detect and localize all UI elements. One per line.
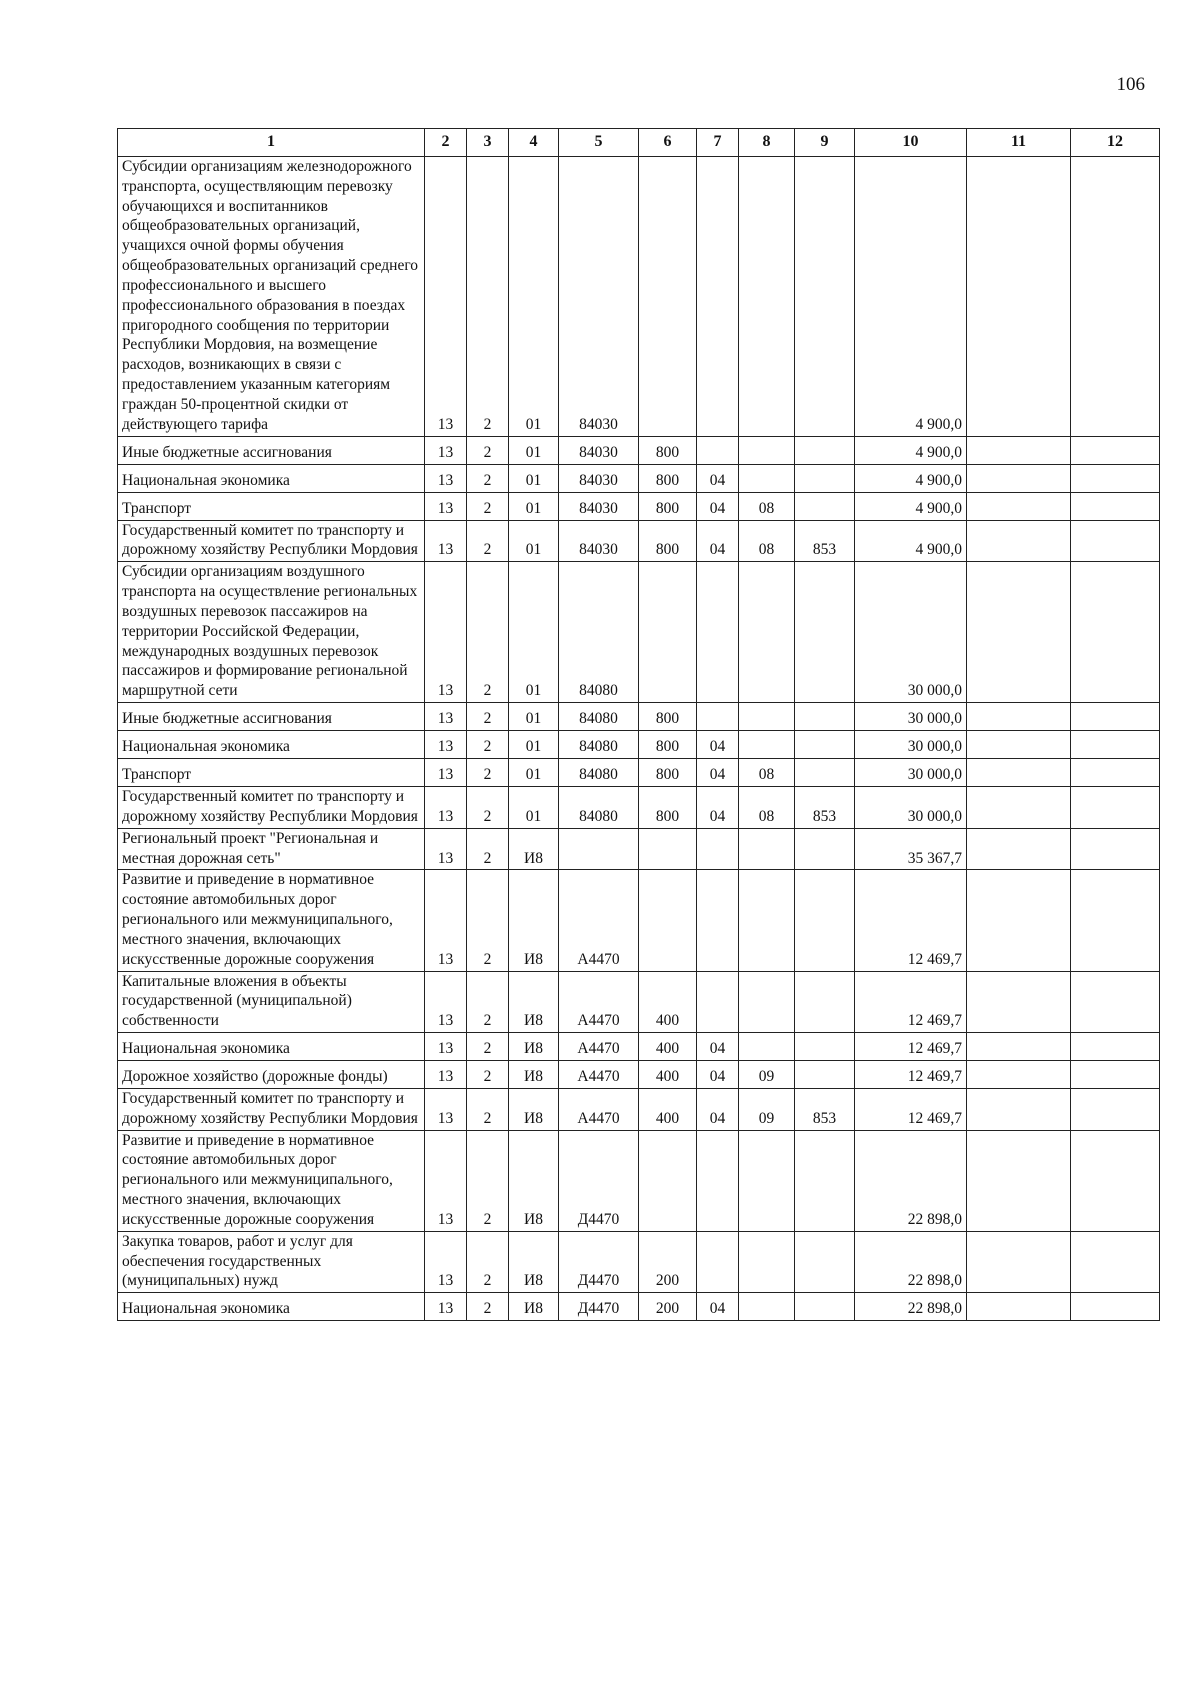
table-row: [118, 157, 1160, 437]
row-name: Транспорт: [118, 759, 425, 787]
code-cell: [795, 703, 855, 731]
code-cell: [795, 464, 855, 492]
row-name: Транспорт: [118, 492, 425, 520]
amount-cell: 4 900,0: [855, 520, 967, 562]
code-cell: И8: [509, 870, 559, 971]
code-cell: 84030: [559, 464, 639, 492]
code-cell: 13: [425, 703, 467, 731]
empty-cell: [1071, 971, 1160, 1032]
code-cell: 800: [639, 520, 697, 562]
empty-cell: [967, 520, 1071, 562]
code-cell: 800: [639, 703, 697, 731]
code-cell: А4470: [559, 971, 639, 1032]
code-cell: И8: [509, 1231, 559, 1292]
code-cell: 13: [425, 464, 467, 492]
row-name: Национальная экономика: [118, 1032, 425, 1060]
amount-cell: 12 469,7: [855, 1088, 967, 1130]
empty-cell: [967, 562, 1071, 703]
table-row: [118, 1130, 1160, 1231]
code-cell: 2: [467, 1293, 509, 1321]
row-name: Иные бюджетные ассигнования: [118, 703, 425, 731]
code-cell: 84030: [559, 157, 639, 437]
empty-cell: [967, 828, 1071, 870]
code-cell: 84080: [559, 787, 639, 829]
code-cell: 800: [639, 787, 697, 829]
code-cell: [795, 562, 855, 703]
row-name: Субсидии организациям железнодорожного транспорта, осуществляющим перевозку обучающихся и воспитанников общеобразовательных организаций, учащихся очной формы обучения общеобразовательных организаций среднего профессионального и высшего профессионального образования в поездах пригородного сообщения по территории Республики Мордовия, на возмещение расходов, возникающих в связи с предоставлением указанным категориям граждан 50-процентной скидки от действующего тарифа: [118, 157, 425, 437]
code-cell: И8: [509, 1293, 559, 1321]
code-cell: 2: [467, 703, 509, 731]
column-header: 3: [467, 129, 509, 157]
amount-cell: 4 900,0: [855, 492, 967, 520]
code-cell: 04: [697, 787, 739, 829]
code-cell: 13: [425, 1032, 467, 1060]
code-cell: [739, 703, 795, 731]
code-cell: И8: [509, 1130, 559, 1231]
amount-cell: 4 900,0: [855, 464, 967, 492]
column-header: 7: [697, 129, 739, 157]
amount-cell: 30 000,0: [855, 759, 967, 787]
code-cell: 800: [639, 759, 697, 787]
code-cell: [795, 759, 855, 787]
row-name: Капитальные вложения в объекты государственной (муниципальной) собственности: [118, 971, 425, 1032]
code-cell: 13: [425, 436, 467, 464]
code-cell: 2: [467, 562, 509, 703]
row-name: Национальная экономика: [118, 464, 425, 492]
row-name: Развитие и приведение в нормативное состояние автомобильных дорог регионального или межмуниципального, местного значения, включающих искусственные дорожные сооружения: [118, 870, 425, 971]
code-cell: 08: [739, 520, 795, 562]
empty-cell: [967, 731, 1071, 759]
table-row: [118, 870, 1160, 971]
table-row: [118, 1032, 1160, 1060]
empty-cell: [967, 1130, 1071, 1231]
code-cell: А4470: [559, 1088, 639, 1130]
empty-cell: [1071, 870, 1160, 971]
code-cell: [739, 464, 795, 492]
table-row: [118, 1060, 1160, 1088]
code-cell: Д4470: [559, 1231, 639, 1292]
code-cell: [739, 157, 795, 437]
empty-cell: [1071, 562, 1160, 703]
code-cell: 13: [425, 759, 467, 787]
code-cell: 2: [467, 759, 509, 787]
table-row: [118, 1293, 1160, 1321]
empty-cell: [1071, 157, 1160, 437]
column-header: 10: [855, 129, 967, 157]
code-cell: 01: [509, 731, 559, 759]
code-cell: 800: [639, 492, 697, 520]
row-name: Дорожное хозяйство (дорожные фонды): [118, 1060, 425, 1088]
code-cell: 01: [509, 703, 559, 731]
empty-cell: [1071, 436, 1160, 464]
code-cell: 2: [467, 436, 509, 464]
code-cell: 09: [739, 1088, 795, 1130]
budget-table: [117, 128, 1160, 1321]
code-cell: [795, 436, 855, 464]
code-cell: 84080: [559, 562, 639, 703]
code-cell: [697, 436, 739, 464]
code-cell: 13: [425, 157, 467, 437]
code-cell: Д4470: [559, 1130, 639, 1231]
code-cell: [697, 1130, 739, 1231]
code-cell: 853: [795, 1088, 855, 1130]
code-cell: 01: [509, 492, 559, 520]
table-row: [118, 1088, 1160, 1130]
code-cell: [559, 828, 639, 870]
column-header: 1: [118, 129, 425, 157]
code-cell: 08: [739, 787, 795, 829]
code-cell: 04: [697, 520, 739, 562]
code-cell: [739, 436, 795, 464]
amount-cell: 30 000,0: [855, 787, 967, 829]
empty-cell: [1071, 1130, 1160, 1231]
code-cell: 853: [795, 520, 855, 562]
empty-cell: [1071, 520, 1160, 562]
amount-cell: 22 898,0: [855, 1293, 967, 1321]
code-cell: 200: [639, 1293, 697, 1321]
code-cell: 2: [467, 1130, 509, 1231]
code-cell: 400: [639, 1088, 697, 1130]
empty-cell: [967, 870, 1071, 971]
amount-cell: 30 000,0: [855, 703, 967, 731]
empty-cell: [967, 971, 1071, 1032]
code-cell: 800: [639, 464, 697, 492]
code-cell: [697, 828, 739, 870]
code-cell: 2: [467, 1088, 509, 1130]
table-row: [118, 828, 1160, 870]
table-row: [118, 1231, 1160, 1292]
code-cell: 01: [509, 436, 559, 464]
code-cell: 04: [697, 1088, 739, 1130]
empty-cell: [1071, 787, 1160, 829]
code-cell: 01: [509, 464, 559, 492]
code-cell: 04: [697, 731, 739, 759]
code-cell: [697, 1231, 739, 1292]
empty-cell: [1071, 759, 1160, 787]
code-cell: [697, 703, 739, 731]
code-cell: А4470: [559, 1032, 639, 1060]
code-cell: [739, 1032, 795, 1060]
table-row: [118, 562, 1160, 703]
code-cell: 01: [509, 787, 559, 829]
table-row: [118, 971, 1160, 1032]
code-cell: [639, 157, 697, 437]
code-cell: 200: [639, 1231, 697, 1292]
code-cell: 84080: [559, 759, 639, 787]
code-cell: 84080: [559, 731, 639, 759]
code-cell: И8: [509, 1088, 559, 1130]
table-row: [118, 436, 1160, 464]
code-cell: 13: [425, 731, 467, 759]
code-cell: 84030: [559, 492, 639, 520]
table-row: [118, 464, 1160, 492]
code-cell: 2: [467, 731, 509, 759]
code-cell: [795, 1032, 855, 1060]
code-cell: 13: [425, 1293, 467, 1321]
code-cell: [697, 562, 739, 703]
code-cell: 09: [739, 1060, 795, 1088]
code-cell: [795, 1231, 855, 1292]
code-cell: 2: [467, 492, 509, 520]
row-name: Государственный комитет по транспорту и дорожному хозяйству Республики Мордовия: [118, 1088, 425, 1130]
row-name: Иные бюджетные ассигнования: [118, 436, 425, 464]
code-cell: 84080: [559, 703, 639, 731]
empty-cell: [1071, 1060, 1160, 1088]
code-cell: И8: [509, 1032, 559, 1060]
code-cell: [697, 870, 739, 971]
code-cell: [795, 828, 855, 870]
empty-cell: [967, 436, 1071, 464]
row-name: Закупка товаров, работ и услуг для обеспечения государственных (муниципальных) нужд: [118, 1231, 425, 1292]
column-header: 2: [425, 129, 467, 157]
empty-cell: [1071, 1032, 1160, 1060]
amount-cell: 22 898,0: [855, 1130, 967, 1231]
code-cell: [795, 1060, 855, 1088]
code-cell: [639, 870, 697, 971]
code-cell: Д4470: [559, 1293, 639, 1321]
code-cell: [639, 562, 697, 703]
column-header: 4: [509, 129, 559, 157]
table-body: [118, 157, 1160, 1321]
code-cell: 04: [697, 759, 739, 787]
code-cell: 800: [639, 731, 697, 759]
code-cell: 2: [467, 971, 509, 1032]
code-cell: 400: [639, 1060, 697, 1088]
row-name: Национальная экономика: [118, 731, 425, 759]
row-name: Субсидии организациям воздушного транспорта на осуществление региональных воздушных перевозок пассажиров на территории Российской Федерации, международных воздушных перевозок пассажиров и формирование региональной маршрутной сети: [118, 562, 425, 703]
empty-cell: [967, 1032, 1071, 1060]
row-name: Государственный комитет по транспорту и дорожному хозяйству Республики Мордовия: [118, 520, 425, 562]
code-cell: [739, 1130, 795, 1231]
amount-cell: 12 469,7: [855, 1060, 967, 1088]
table-row: [118, 492, 1160, 520]
code-cell: [739, 1231, 795, 1292]
code-cell: [697, 157, 739, 437]
page-number: 106: [1116, 74, 1145, 95]
code-cell: 800: [639, 436, 697, 464]
amount-cell: 35 367,7: [855, 828, 967, 870]
amount-cell: 12 469,7: [855, 870, 967, 971]
code-cell: [795, 1293, 855, 1321]
empty-cell: [1071, 1293, 1160, 1321]
code-cell: 13: [425, 1060, 467, 1088]
code-cell: 04: [697, 1060, 739, 1088]
code-cell: А4470: [559, 1060, 639, 1088]
code-cell: [697, 971, 739, 1032]
code-cell: [739, 1293, 795, 1321]
column-header: 9: [795, 129, 855, 157]
empty-cell: [1071, 1231, 1160, 1292]
empty-cell: [1071, 1088, 1160, 1130]
amount-cell: 12 469,7: [855, 971, 967, 1032]
empty-cell: [967, 1060, 1071, 1088]
table-row: [118, 759, 1160, 787]
code-cell: [739, 562, 795, 703]
code-cell: [739, 870, 795, 971]
code-cell: 13: [425, 520, 467, 562]
code-cell: 84030: [559, 520, 639, 562]
amount-cell: 30 000,0: [855, 731, 967, 759]
amount-cell: 30 000,0: [855, 562, 967, 703]
code-cell: 13: [425, 562, 467, 703]
empty-cell: [967, 157, 1071, 437]
table-row: [118, 787, 1160, 829]
code-cell: 04: [697, 1032, 739, 1060]
code-cell: 04: [697, 464, 739, 492]
column-number-row: [118, 129, 1160, 157]
table-row: [118, 731, 1160, 759]
empty-cell: [1071, 464, 1160, 492]
amount-cell: 22 898,0: [855, 1231, 967, 1292]
empty-cell: [967, 492, 1071, 520]
code-cell: [795, 1130, 855, 1231]
row-name: Государственный комитет по транспорту и дорожному хозяйству Республики Мордовия: [118, 787, 425, 829]
empty-cell: [1071, 492, 1160, 520]
code-cell: И8: [509, 971, 559, 1032]
column-header: 5: [559, 129, 639, 157]
code-cell: 84030: [559, 436, 639, 464]
code-cell: 2: [467, 1060, 509, 1088]
amount-cell: 4 900,0: [855, 157, 967, 437]
code-cell: 13: [425, 971, 467, 1032]
code-cell: 13: [425, 828, 467, 870]
amount-cell: 4 900,0: [855, 436, 967, 464]
amount-cell: 12 469,7: [855, 1032, 967, 1060]
code-cell: 01: [509, 562, 559, 703]
row-name: Региональный проект "Региональная и местная дорожная сеть": [118, 828, 425, 870]
code-cell: 13: [425, 870, 467, 971]
code-cell: [795, 157, 855, 437]
code-cell: 13: [425, 1130, 467, 1231]
empty-cell: [967, 464, 1071, 492]
code-cell: [639, 828, 697, 870]
empty-cell: [1071, 703, 1160, 731]
empty-cell: [1071, 828, 1160, 870]
code-cell: 2: [467, 1032, 509, 1060]
code-cell: [739, 971, 795, 1032]
code-cell: [795, 731, 855, 759]
code-cell: 400: [639, 1032, 697, 1060]
code-cell: 13: [425, 787, 467, 829]
empty-cell: [1071, 731, 1160, 759]
code-cell: 400: [639, 971, 697, 1032]
code-cell: 2: [467, 787, 509, 829]
code-cell: [795, 971, 855, 1032]
empty-cell: [967, 787, 1071, 829]
code-cell: [795, 492, 855, 520]
code-cell: 2: [467, 828, 509, 870]
empty-cell: [967, 1293, 1071, 1321]
code-cell: [739, 731, 795, 759]
empty-cell: [967, 1088, 1071, 1130]
column-header: 11: [967, 129, 1071, 157]
code-cell: 13: [425, 1088, 467, 1130]
column-header: 8: [739, 129, 795, 157]
table-row: [118, 520, 1160, 562]
empty-cell: [967, 759, 1071, 787]
empty-cell: [967, 1231, 1071, 1292]
table-row: [118, 703, 1160, 731]
code-cell: А4470: [559, 870, 639, 971]
code-cell: 08: [739, 492, 795, 520]
row-name: Развитие и приведение в нормативное состояние автомобильных дорог регионального или межмуниципального, местного значения, включающих искусственные дорожные сооружения: [118, 1130, 425, 1231]
code-cell: 2: [467, 870, 509, 971]
row-name: Национальная экономика: [118, 1293, 425, 1321]
empty-cell: [967, 703, 1071, 731]
code-cell: 2: [467, 520, 509, 562]
code-cell: 01: [509, 157, 559, 437]
code-cell: 2: [467, 464, 509, 492]
code-cell: 08: [739, 759, 795, 787]
code-cell: 13: [425, 492, 467, 520]
code-cell: [639, 1130, 697, 1231]
code-cell: [795, 870, 855, 971]
column-header: 12: [1071, 129, 1160, 157]
column-header: 6: [639, 129, 697, 157]
code-cell: 2: [467, 157, 509, 437]
code-cell: 04: [697, 1293, 739, 1321]
code-cell: 01: [509, 759, 559, 787]
code-cell: И8: [509, 828, 559, 870]
code-cell: 01: [509, 520, 559, 562]
code-cell: И8: [509, 1060, 559, 1088]
code-cell: 853: [795, 787, 855, 829]
code-cell: 04: [697, 492, 739, 520]
code-cell: 13: [425, 1231, 467, 1292]
code-cell: [739, 828, 795, 870]
code-cell: 2: [467, 1231, 509, 1292]
